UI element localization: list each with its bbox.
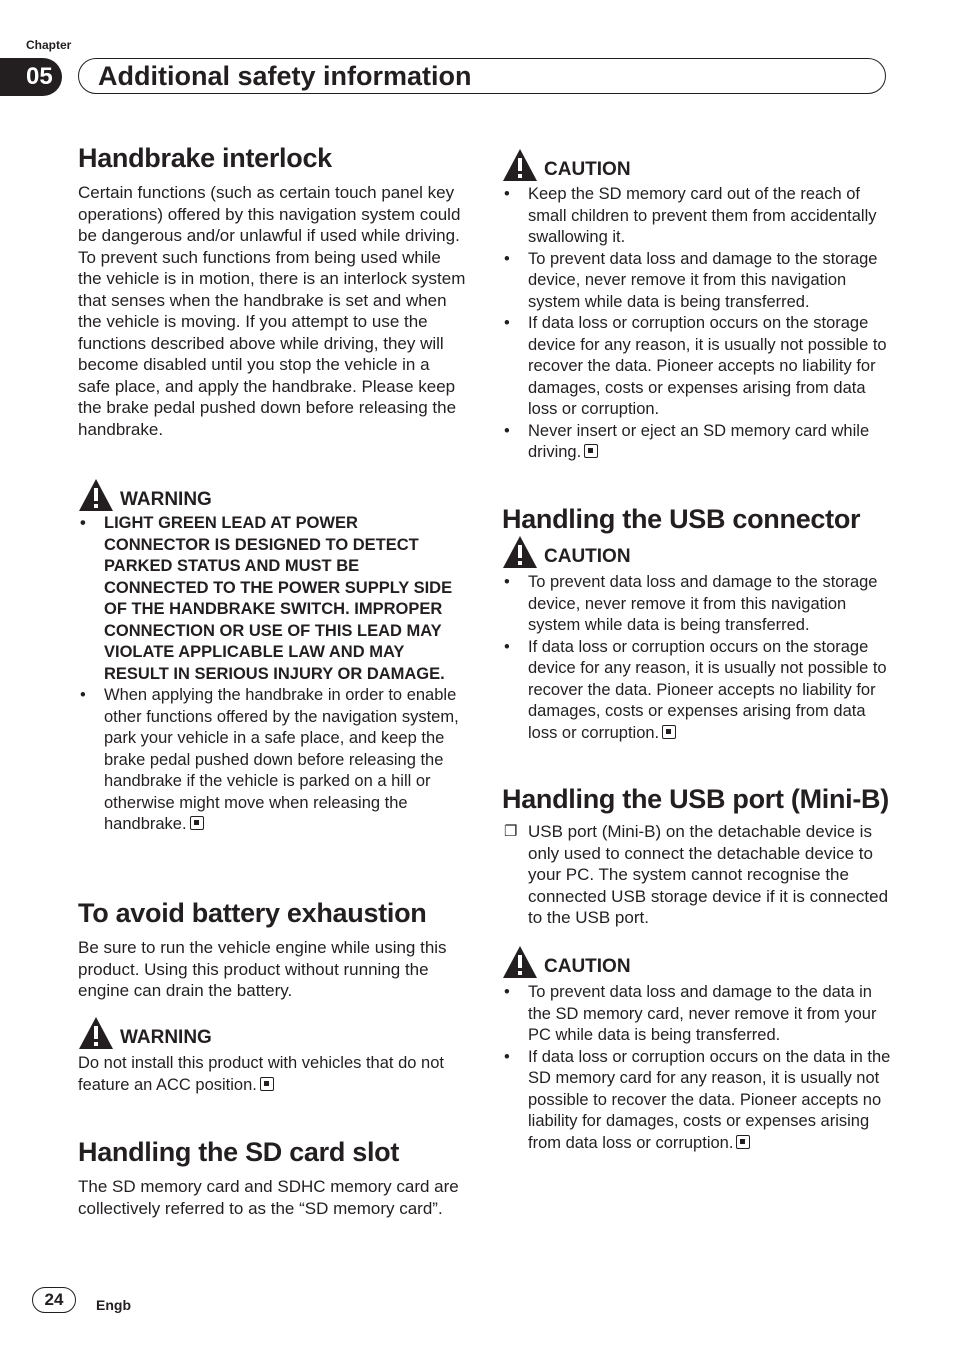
section-heading-battery: To avoid battery exhaustion — [78, 898, 427, 928]
usb-port-caution-list — [502, 982, 892, 1154]
list-item: • If data loss or corruption occurs on the storage device for any reason, it is usually not possible to recover the data. Pioneer accepts no liability for damages, costs or expenses arising from data loss or corruption. — [504, 314, 887, 418]
warning-triangle-icon — [78, 1016, 114, 1050]
list-item: • When applying the handbrake in order to enable other functions offered by the navigation system, park your vehicle in a safe place, and keep the brake pedal pushed down before releasing the handbrake if the vehicle is parked on a hill or otherwise might move when releasing the handbrake. — [80, 686, 459, 833]
section-end-icon — [190, 816, 204, 830]
handbrake-warning-list — [78, 513, 466, 836]
section-heading-usb-connector: Handling the USB connector — [502, 504, 861, 534]
warning-label: WARNING — [120, 489, 212, 510]
warning-triangle-icon — [78, 478, 114, 512]
warning-triangle-icon — [502, 148, 538, 182]
sd-slot-body: The SD memory card and SDHC memory card are collectively referred to as the “SD memory card”. — [78, 1177, 459, 1218]
usb-port-caution-header — [502, 945, 802, 979]
usb-connector-caution-header — [502, 535, 802, 569]
page-number: 24 — [32, 1287, 76, 1313]
battery-warning-text: Do not install this product with vehicles that do not feature an ACC position. — [78, 1054, 444, 1094]
section-end-icon — [260, 1077, 274, 1091]
section-end-icon — [662, 725, 676, 739]
chapter-title: Additional safety information — [98, 61, 472, 91]
note-item: ❐ USB port (Mini-B) on the detachable device is only used to connect the detachable device to your PC. The system cannot recognise the connected USB storage device if it is connected to the USB port. — [504, 822, 889, 927]
caution-label: CAUTION — [544, 546, 631, 567]
list-item: • Never insert or eject an SD memory card while driving. — [504, 421, 870, 461]
chapter-label: Chapter — [26, 38, 72, 52]
warning-label: WARNING — [120, 1027, 212, 1048]
caution-label: CAUTION — [544, 956, 631, 977]
list-item: • Keep the SD memory card out of the reach of small children to prevent them from accidentally swallowing it. — [504, 185, 877, 246]
chapter-number-tab: 05 — [0, 58, 62, 96]
warning-triangle-icon — [502, 945, 538, 979]
list-item: • If data loss or corruption occurs on the storage device for any reason, it is usually not possible to recover the data. Pioneer accepts no liability for damages, costs or expenses arising from data loss or corruption. — [504, 637, 887, 742]
handbrake-warning-header — [78, 478, 378, 512]
language-code: Engb — [96, 1297, 131, 1313]
battery-warning-header — [78, 1016, 378, 1050]
section-end-icon — [736, 1135, 750, 1149]
handbrake-body: Certain functions (such as certain touch panel key operations) offered by this navigation system could be dangerous and/or unlawful if used while driving. To prevent such functions from being used while the vehicle is in motion, there is an interlock system that senses when the handbrake is set and when the vehicle is moving. If you attempt to use the functions described above while driving, they will become disabled until you stop the vehicle in a safe place, and apply the handbrake. Please keep the brake pedal pushed down before releasing the handbrake. — [78, 183, 466, 439]
sd-caution-list — [502, 184, 892, 464]
section-heading-handbrake: Handbrake interlock — [78, 143, 332, 173]
list-item: • To prevent data loss and damage to the data in the SD memory card, never remove it from your PC while data is being transferred. — [504, 983, 877, 1044]
list-item: • To prevent data loss and damage to the storage device, never remove it from this navigation system while data is being transferred. — [504, 573, 878, 634]
section-heading-sd-slot: Handling the SD card slot — [78, 1137, 400, 1167]
usb-port-section — [502, 783, 892, 929]
section-end-icon — [584, 444, 598, 458]
battery-body: Be sure to run the vehicle engine while using this product. Using this product without running the engine can drain the battery. — [78, 938, 447, 1000]
caution-label: CAUTION — [544, 159, 631, 180]
list-item: • To prevent data loss and damage to the storage device, never remove it from this navigation system while data is being transferred. — [504, 249, 878, 311]
sd-caution-header — [502, 148, 802, 182]
warning-triangle-icon — [502, 535, 538, 569]
list-item: • If data loss or corruption occurs on the data in the SD memory card for any reason, it is usually not possible to recover the data. Pioneer accepts no liability for damages, costs or expenses arising from data loss or corruption. — [504, 1047, 891, 1152]
handbrake-section — [78, 142, 466, 440]
usb-connector-section — [502, 503, 892, 535]
sd-slot-section — [78, 1136, 466, 1219]
checkbox-bullet-icon: ❐ — [504, 823, 518, 840]
usb-connector-caution-list — [502, 572, 892, 744]
section-heading-usb-port: Handling the USB port (Mini-B) — [502, 784, 889, 814]
battery-section — [78, 897, 466, 1002]
list-item: • LIGHT GREEN LEAD AT POWER CONNECTOR IS DESIGNED TO DETECT PARKED STATUS AND MUST BE CONNECTED TO THE POWER SUPPLY SIDE OF THE HANDBRAKE SWITCH. IMPROPER CONNECTION OR USE OF THIS LEAD MAY VIOLATE APPLICABLE LAW AND MAY RESULT IN SERIOUS INJURY OR DAMAGE. — [80, 514, 453, 683]
